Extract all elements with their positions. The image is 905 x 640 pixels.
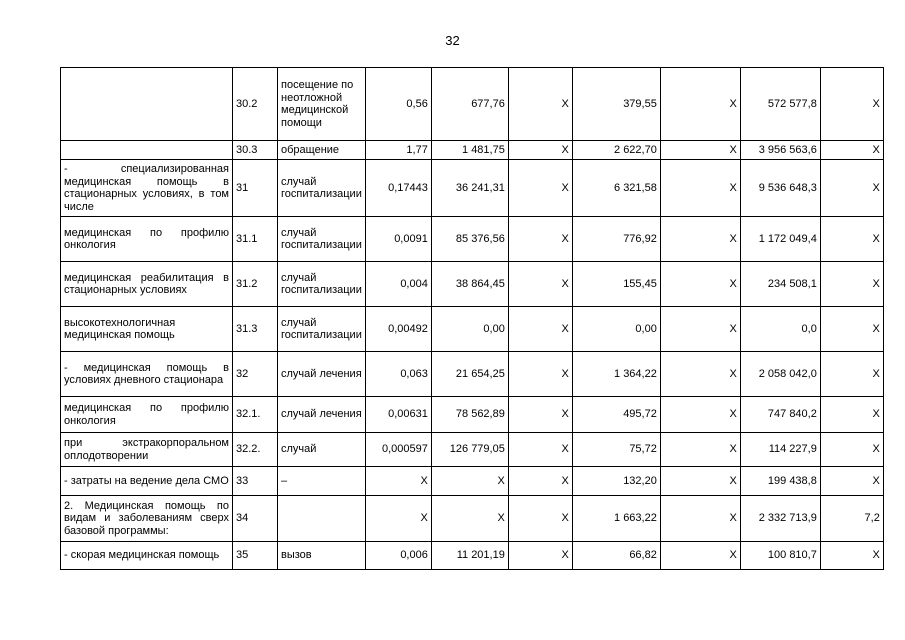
row-col6-cell: X bbox=[508, 217, 572, 262]
row-total-cell: 100 810,7 bbox=[740, 542, 820, 570]
row-cost-cell: 1 481,75 bbox=[431, 141, 508, 160]
row-col6-cell: X bbox=[508, 433, 572, 467]
table-row bbox=[61, 352, 884, 397]
row-unit-cell bbox=[278, 496, 366, 542]
row-col6-cell: X bbox=[508, 307, 572, 352]
row-volume-cell: X bbox=[365, 467, 431, 496]
table-row bbox=[61, 307, 884, 352]
row-unit-cell: посещение по неотложной медицинской помощи bbox=[278, 68, 366, 141]
row-volume-cell: 0,00492 bbox=[365, 307, 431, 352]
row-total-cell: 0,0 bbox=[740, 307, 820, 352]
row-name-cell: медицинская по профилю онкология bbox=[61, 217, 233, 262]
row-cost-cell: 38 864,45 bbox=[431, 262, 508, 307]
row-col10-cell: X bbox=[820, 433, 883, 467]
row-cost-cell: 78 562,89 bbox=[431, 397, 508, 433]
row-code-cell: 31.1 bbox=[233, 217, 278, 262]
row-col10-cell: X bbox=[820, 217, 883, 262]
table-row bbox=[61, 141, 884, 160]
row-col6-cell: X bbox=[508, 262, 572, 307]
row-name-cell: медицинская по профилю онкология bbox=[61, 397, 233, 433]
row-unit-cell: – bbox=[278, 467, 366, 496]
row-code-cell: 31.3 bbox=[233, 307, 278, 352]
row-volume-cell: 0,56 bbox=[365, 68, 431, 141]
row-total-cell: 2 332 713,9 bbox=[740, 496, 820, 542]
table-row bbox=[61, 397, 884, 433]
row-col6-cell: X bbox=[508, 496, 572, 542]
row-unit-cell: случай лечения bbox=[278, 352, 366, 397]
row-name-cell: - специализированная медицинская помощь в стационарных условиях, в том числе bbox=[61, 160, 233, 217]
row-percap-cell: 132,20 bbox=[572, 467, 660, 496]
row-name-cell bbox=[61, 141, 233, 160]
row-code-cell: 31.2 bbox=[233, 262, 278, 307]
row-col8-cell: X bbox=[660, 141, 740, 160]
row-name-cell: - медицинская помощь в условиях дневного стационара bbox=[61, 352, 233, 397]
row-col8-cell: X bbox=[660, 542, 740, 570]
row-unit-cell: случай госпитализации bbox=[278, 307, 366, 352]
row-total-cell: 747 840,2 bbox=[740, 397, 820, 433]
row-unit-cell: обращение bbox=[278, 141, 366, 160]
page-number: 32 bbox=[445, 33, 460, 48]
row-percap-cell: 776,92 bbox=[572, 217, 660, 262]
table-row bbox=[61, 496, 884, 542]
row-col10-cell: X bbox=[820, 262, 883, 307]
row-name-cell: - затраты на ведение дела СМО bbox=[61, 467, 233, 496]
row-volume-cell: X bbox=[365, 496, 431, 542]
row-unit-cell: случай bbox=[278, 433, 366, 467]
row-col8-cell: X bbox=[660, 397, 740, 433]
row-col10-cell: X bbox=[820, 352, 883, 397]
row-percap-cell: 495,72 bbox=[572, 397, 660, 433]
row-name-cell: - скорая медицинская помощь bbox=[61, 542, 233, 570]
table-row bbox=[61, 542, 884, 570]
row-col10-cell: X bbox=[820, 68, 883, 141]
row-total-cell: 9 536 648,3 bbox=[740, 160, 820, 217]
row-volume-cell: 0,00631 bbox=[365, 397, 431, 433]
row-percap-cell: 1 364,22 bbox=[572, 352, 660, 397]
row-col10-cell: X bbox=[820, 141, 883, 160]
row-total-cell: 199 438,8 bbox=[740, 467, 820, 496]
row-total-cell: 572 577,8 bbox=[740, 68, 820, 141]
row-percap-cell: 1 663,22 bbox=[572, 496, 660, 542]
row-volume-cell: 0,063 bbox=[365, 352, 431, 397]
row-volume-cell: 0,004 bbox=[365, 262, 431, 307]
financing-table bbox=[60, 67, 884, 570]
row-name-cell: при экстракорпоральном оплодотворении bbox=[61, 433, 233, 467]
row-col10-cell: 7,2 bbox=[820, 496, 883, 542]
row-percap-cell: 6 321,58 bbox=[572, 160, 660, 217]
row-col8-cell: X bbox=[660, 68, 740, 141]
row-col6-cell: X bbox=[508, 141, 572, 160]
row-unit-cell: случай госпитализации bbox=[278, 217, 366, 262]
row-code-cell: 35 bbox=[233, 542, 278, 570]
row-col8-cell: X bbox=[660, 160, 740, 217]
row-code-cell: 31 bbox=[233, 160, 278, 217]
row-col10-cell: X bbox=[820, 467, 883, 496]
row-name-cell bbox=[61, 68, 233, 141]
row-volume-cell: 0,0091 bbox=[365, 217, 431, 262]
row-name-cell: медицинская реабилитация в стационарных условиях bbox=[61, 262, 233, 307]
row-total-cell: 1 172 049,4 bbox=[740, 217, 820, 262]
row-code-cell: 33 bbox=[233, 467, 278, 496]
row-cost-cell: 0,00 bbox=[431, 307, 508, 352]
row-col8-cell: X bbox=[660, 307, 740, 352]
row-cost-cell: 36 241,31 bbox=[431, 160, 508, 217]
row-col8-cell: X bbox=[660, 467, 740, 496]
row-percap-cell: 379,55 bbox=[572, 68, 660, 141]
row-percap-cell: 0,00 bbox=[572, 307, 660, 352]
row-cost-cell: X bbox=[431, 496, 508, 542]
row-col10-cell: X bbox=[820, 160, 883, 217]
row-total-cell: 114 227,9 bbox=[740, 433, 820, 467]
table-row bbox=[61, 217, 884, 262]
row-col8-cell: X bbox=[660, 352, 740, 397]
table-row bbox=[61, 68, 884, 141]
row-total-cell: 3 956 563,6 bbox=[740, 141, 820, 160]
row-code-cell: 32 bbox=[233, 352, 278, 397]
table-row bbox=[61, 262, 884, 307]
row-code-cell: 32.1. bbox=[233, 397, 278, 433]
row-cost-cell: 126 779,05 bbox=[431, 433, 508, 467]
row-unit-cell: случай госпитализации bbox=[278, 160, 366, 217]
row-code-cell: 30.2 bbox=[233, 68, 278, 141]
row-cost-cell: 85 376,56 bbox=[431, 217, 508, 262]
row-col8-cell: X bbox=[660, 433, 740, 467]
row-unit-cell: случай госпитализации bbox=[278, 262, 366, 307]
row-cost-cell: 677,76 bbox=[431, 68, 508, 141]
row-cost-cell: 11 201,19 bbox=[431, 542, 508, 570]
row-unit-cell: случай лечения bbox=[278, 397, 366, 433]
row-volume-cell: 0,006 bbox=[365, 542, 431, 570]
row-name-cell: высокотехнологичная медицинская помощь bbox=[61, 307, 233, 352]
row-total-cell: 234 508,1 bbox=[740, 262, 820, 307]
row-unit-cell: вызов bbox=[278, 542, 366, 570]
row-percap-cell: 2 622,70 bbox=[572, 141, 660, 160]
row-col8-cell: X bbox=[660, 262, 740, 307]
row-col10-cell: X bbox=[820, 397, 883, 433]
row-volume-cell: 0,17443 bbox=[365, 160, 431, 217]
table-row bbox=[61, 160, 884, 217]
row-percap-cell: 75,72 bbox=[572, 433, 660, 467]
row-col10-cell: X bbox=[820, 307, 883, 352]
row-cost-cell: X bbox=[431, 467, 508, 496]
row-col6-cell: X bbox=[508, 467, 572, 496]
row-name-cell: 2. Медицинская помощь по видам и заболеваниям сверх базовой программы: bbox=[61, 496, 233, 542]
row-volume-cell: 0,000597 bbox=[365, 433, 431, 467]
row-col10-cell: X bbox=[820, 542, 883, 570]
table-row bbox=[61, 433, 884, 467]
row-code-cell: 34 bbox=[233, 496, 278, 542]
row-percap-cell: 155,45 bbox=[572, 262, 660, 307]
row-col6-cell: X bbox=[508, 160, 572, 217]
row-col6-cell: X bbox=[508, 397, 572, 433]
row-code-cell: 30.3 bbox=[233, 141, 278, 160]
row-col6-cell: X bbox=[508, 542, 572, 570]
row-code-cell: 32.2. bbox=[233, 433, 278, 467]
row-volume-cell: 1,77 bbox=[365, 141, 431, 160]
row-col6-cell: X bbox=[508, 352, 572, 397]
row-col8-cell: X bbox=[660, 496, 740, 542]
row-percap-cell: 66,82 bbox=[572, 542, 660, 570]
table-row bbox=[61, 467, 884, 496]
row-cost-cell: 21 654,25 bbox=[431, 352, 508, 397]
row-total-cell: 2 058 042,0 bbox=[740, 352, 820, 397]
row-col6-cell: X bbox=[508, 68, 572, 141]
row-col8-cell: X bbox=[660, 217, 740, 262]
